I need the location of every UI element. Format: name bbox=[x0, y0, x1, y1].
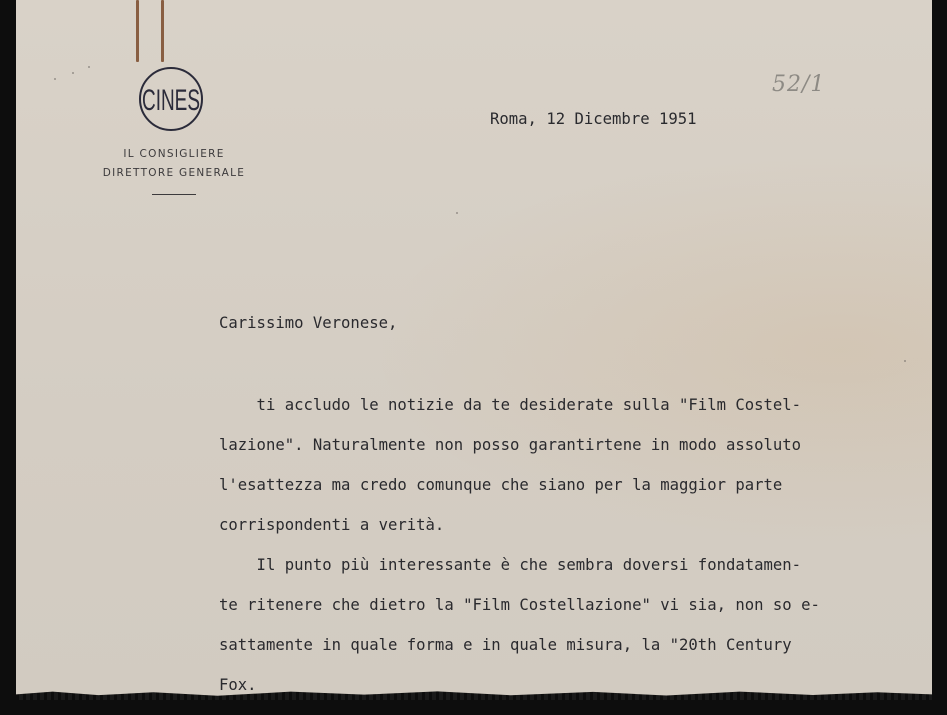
body-line: sattamente in quale forma e in quale misura, la "20th Century bbox=[219, 636, 792, 654]
letterhead-divider bbox=[152, 194, 196, 195]
letter-date: Roma, 12 Dicembre 1951 bbox=[490, 110, 697, 128]
cines-logo bbox=[138, 66, 204, 132]
letterhead-block bbox=[74, 145, 274, 195]
body-line: l'esattezza ma credo comunque che siano per la maggior parte bbox=[219, 476, 783, 494]
staple-mark-right bbox=[161, 0, 164, 62]
letterhead-subtitle: DIRETTORE GENERALE bbox=[102, 167, 246, 179]
body-line: ti accludo le notizie da te desiderate sulla "Film Costel- bbox=[219, 396, 802, 414]
logo-text: CINES bbox=[142, 84, 200, 117]
letter-salutation: Carissimo Veronese, bbox=[219, 314, 398, 332]
body-line: te ritenere che dietro la "Film Costellazione" vi sia, non so e- bbox=[219, 596, 820, 614]
body-line: lazione". Naturalmente non posso garantirtene in modo assoluto bbox=[219, 436, 802, 454]
staple-mark-left bbox=[136, 0, 139, 62]
body-line: Il punto più interessante è che sembra doversi fondatamen- bbox=[219, 556, 802, 574]
torn-bottom-edge bbox=[16, 686, 932, 700]
letterhead-title: IL CONSIGLIERE bbox=[123, 148, 225, 160]
letter-page bbox=[16, 0, 932, 700]
body-line: Fox. bbox=[219, 676, 257, 694]
handwritten-reference: 52/1 bbox=[772, 72, 826, 97]
body-line: corrispondenti a verità. bbox=[219, 516, 445, 534]
